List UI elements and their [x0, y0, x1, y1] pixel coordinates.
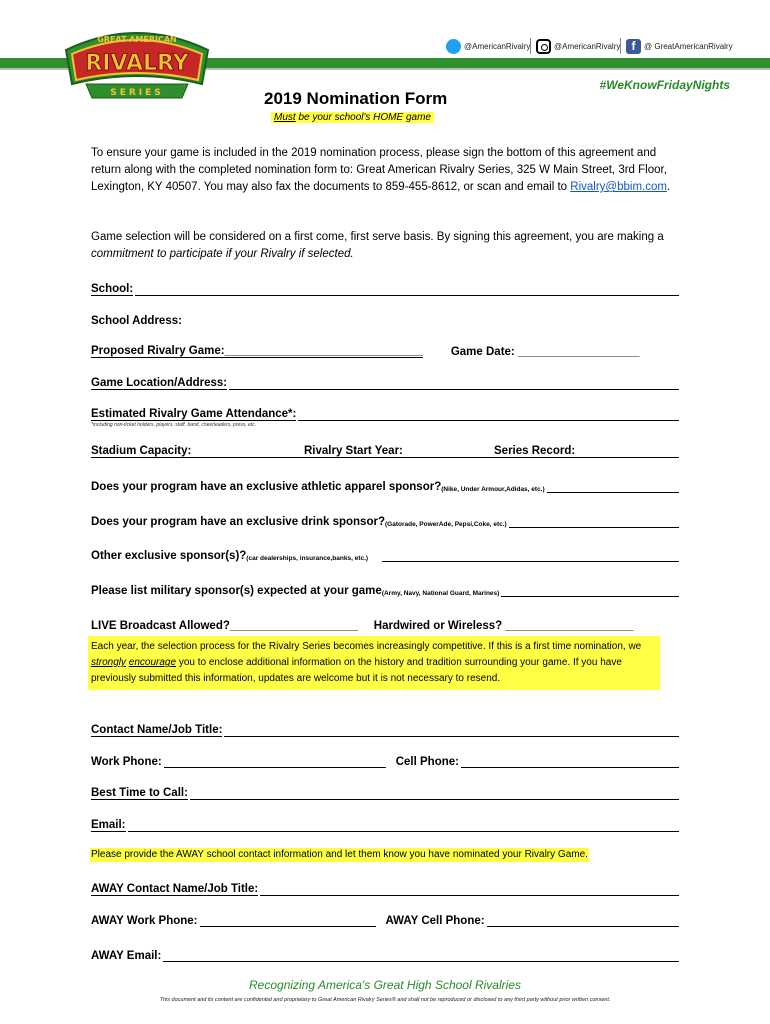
cell-phone-field: Cell Phone: — [395, 756, 459, 768]
instagram-icon — [536, 39, 551, 54]
page-title: 2019 Nomination Form — [264, 89, 448, 108]
away-contact-field[interactable]: AWAY Contact Name/Job Title: — [91, 880, 679, 896]
footer-disclaimer: This document and its content are confidential and proprietary to Great American Rivalry Series® and shall not be reproduced or disclosed to any third party without prior written consent. — [159, 997, 611, 1003]
facebook-icon: f — [626, 39, 641, 54]
email-link[interactable]: Rivalry@bbim.com — [570, 181, 667, 193]
game-date-field: Game Date: ___________________ — [450, 346, 640, 358]
proposed-game-field[interactable]: Proposed Rivalry Game:_______________________________ Game Date: ___________________ — [91, 345, 640, 358]
rivalry-start-field: Rivalry Start Year: — [304, 445, 403, 457]
logo-text-bottom: SERIES — [110, 88, 164, 98]
twitter-handle[interactable]: @AmericanRivalry — [446, 38, 530, 54]
apparel-sponsor-field[interactable]: Does your program have an exclusive athletic apparel sponsor? (Nike, Under Armour,Adidas, etc.) — [91, 477, 679, 493]
commitment-paragraph: Game selection will be considered on a first come, first serve basis. By signing this agreement, you are making a commitment to participate if your Rivalry if selected. — [91, 231, 664, 260]
facebook-handle[interactable]: f @ GreatAmericanRivalry — [626, 38, 733, 54]
logo-text-main: RIVALRY — [85, 51, 189, 76]
school-address-field[interactable]: School Address: — [91, 315, 182, 327]
away-cell-phone-field: AWAY Cell Phone: — [385, 915, 485, 927]
logo-text-top: GREAT AMERICAN — [97, 35, 177, 44]
hashtag: #WeKnowFridayNights — [599, 78, 730, 92]
hardwired-field: Hardwired or Wireless? ____________________ — [373, 620, 634, 632]
away-instructions: Please provide the AWAY school contact information and let them know you have nominated your Rivalry Game. — [91, 849, 588, 860]
attendance-note: *including non-ticket holders, players, staff, band, cheerleaders, press, etc. — [91, 422, 257, 428]
school-field[interactable]: School: — [91, 280, 679, 296]
series-record-field: Series Record: — [494, 445, 576, 457]
away-email-field[interactable]: AWAY Email: — [91, 946, 679, 962]
page-subtitle: Must be your school's HOME game — [271, 112, 434, 123]
away-work-phone-field[interactable]: AWAY Work Phone: AWAY Cell Phone: — [91, 911, 679, 927]
other-sponsor-field[interactable]: Other exclusive sponsor(s)? (car dealerships, insurance,banks, etc.) — [91, 546, 679, 562]
best-time-field[interactable]: Best Time to Call: — [91, 784, 679, 800]
instagram-handle[interactable]: @AmericanRivalry — [536, 38, 620, 54]
rivalry-series-logo — [58, 20, 216, 106]
footer-tagline: Recognizing America's Great High School Rivalries — [249, 978, 521, 992]
drink-sponsor-field[interactable]: Does your program have an exclusive drink sponsor? (Gatorade, PowerAde, Pepsi,Coke, etc.) — [91, 512, 679, 528]
contact-name-field[interactable]: Contact Name/Job Title: — [91, 721, 679, 737]
stadium-row[interactable]: Stadium Capacity: Rivalry Start Year: Series Record: — [91, 442, 679, 458]
selection-notice: Each year, the selection process for the Rivalry Series becomes increasingly competitive. If this is a first time nomination, we strongly encourage you to enclose additional information on the history and tradition surrounding your game. If you have previously submitted this information, updates are welcome but it is not necessary to resend. — [88, 636, 660, 690]
broadcast-row[interactable]: LIVE Broadcast Allowed?____________________ Hardwired or Wireless? ____________________ — [91, 620, 634, 632]
instructions-paragraph: To ensure your game is included in the 2019 nomination process, please sign the bottom of this agreement and return along with the completed nomination form to: Great American Rivalry Series, 325 W Main Street, 3rd Floor, Lexington, KY 40507. You may also fax the documents to 859-455-8612, or scan and email to Rivalry@bbim.com. — [91, 147, 671, 193]
twitter-icon — [446, 39, 461, 54]
game-location-field[interactable]: Game Location/Address: — [91, 374, 679, 390]
military-sponsor-field[interactable]: Please list military sponsor(s) expected at your game (Army, Navy, National Guard, Marines) — [91, 581, 679, 597]
social-divider — [530, 38, 531, 54]
email-field[interactable]: Email: — [91, 816, 679, 832]
work-phone-field[interactable]: Work Phone: Cell Phone: — [91, 752, 679, 768]
social-divider — [620, 38, 621, 54]
attendance-field[interactable]: Estimated Rivalry Game Attendance*: — [91, 405, 679, 421]
